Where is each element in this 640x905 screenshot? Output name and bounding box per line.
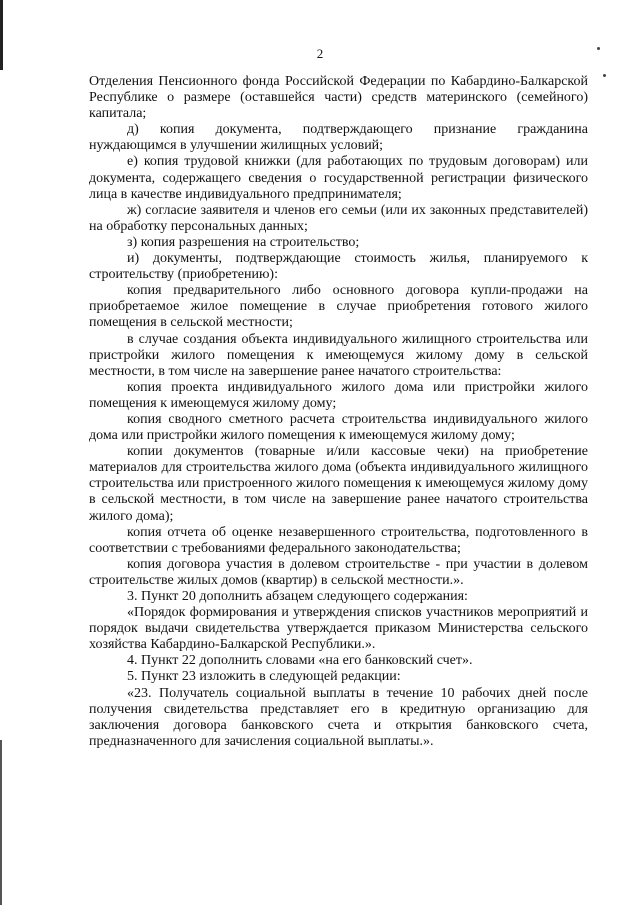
paragraph: копия отчета об оценке незавершенного строительства, подготовленного в соответствии с требованиями федерального законодательства; [89, 524, 588, 556]
paragraph: «23. Получатель социальной выплаты в течение 10 рабочих дней после получения свидетельства представляет его в кредитную организацию для заключения договора банковского счета и открытия банковского счета, предназначенного для зачисления социальной выплаты.». [89, 685, 588, 749]
page-number: 2 [316, 46, 324, 61]
paragraph: 4. Пункт 22 дополнить словами «на его банковский счет». [127, 653, 473, 669]
paragraph: 5. Пункт 23 изложить в следующей редакции: [127, 669, 401, 685]
paragraph: 3. Пункт 20 дополнить абзацем следующего содержания: [127, 589, 468, 604]
paragraph: в случае создания объекта индивидуального жилищного строительства или пристройки жилого помещения к имеющемуся жилому дому в сельской местности, в том числе на завершение ранее начатого строительства: [89, 331, 588, 379]
paragraph: копия договора участия в долевом строительстве - при участии в долевом строительстве жилых домов (квартир) в сельской местности.». [89, 556, 588, 588]
paragraph: и) документы, подтверждающие стоимость жилья, планируемого к строительству (приобретению): [89, 251, 588, 283]
paragraph: з) копия разрешения на строительство; [127, 234, 360, 250]
paragraph: е) копия трудовой книжки (для работающих по трудовым договорам) или документа, содержащего сведения о государственной регистрации физического лица в качестве индивидуального предпринимателя; [89, 154, 588, 202]
paragraph: копии документов (товарные и/или кассовые чеки) на приобретение материалов для строительства жилого дома (объекта индивидуального жилищного строительства или пристроенного жилого помещения к имеющемуся жилому дому в сельской местности, в том числе на завершение ранее начатого строительства жилого дома); [89, 444, 588, 524]
document-body [89, 74, 588, 750]
paragraph: «Порядок формирования и утверждения списков участников мероприятий и порядок выдачи свидетельства утверждается приказом Министерства сельского хозяйства Кабардино-Балкарской Республики.». [89, 605, 588, 653]
scan-edge-mark [0, 740, 2, 905]
paragraph: копия проекта индивидуального жилого дома или пристройки жилого помещения к имеющемуся жилому дому; [89, 379, 588, 411]
paragraph: д) копия документа, подтверждающего признание гражданина нуждающимся в улучшении жилищных условий; [89, 122, 588, 154]
paragraph: ж) согласие заявителя и членов его семьи (или их законных представителей) на обработку персональных данных; [89, 202, 588, 234]
paragraph: Отделения Пенсионного фонда Российской Федерации по Кабардино-Балкарской Республике о размере (оставшейся части) средств материнского (семейного) капитала; [89, 74, 588, 122]
paragraph: копия сводного сметного расчета строительства индивидуального жилого дома или пристройки жилого помещения к имеющемуся жилому дому; [89, 411, 588, 444]
scan-speck [603, 74, 606, 77]
paragraph: копия предварительного либо основного договора купли-продажи на приобретаемое жилое помещение в случае приобретения готового жилого помещения в сельской местности; [89, 283, 588, 331]
